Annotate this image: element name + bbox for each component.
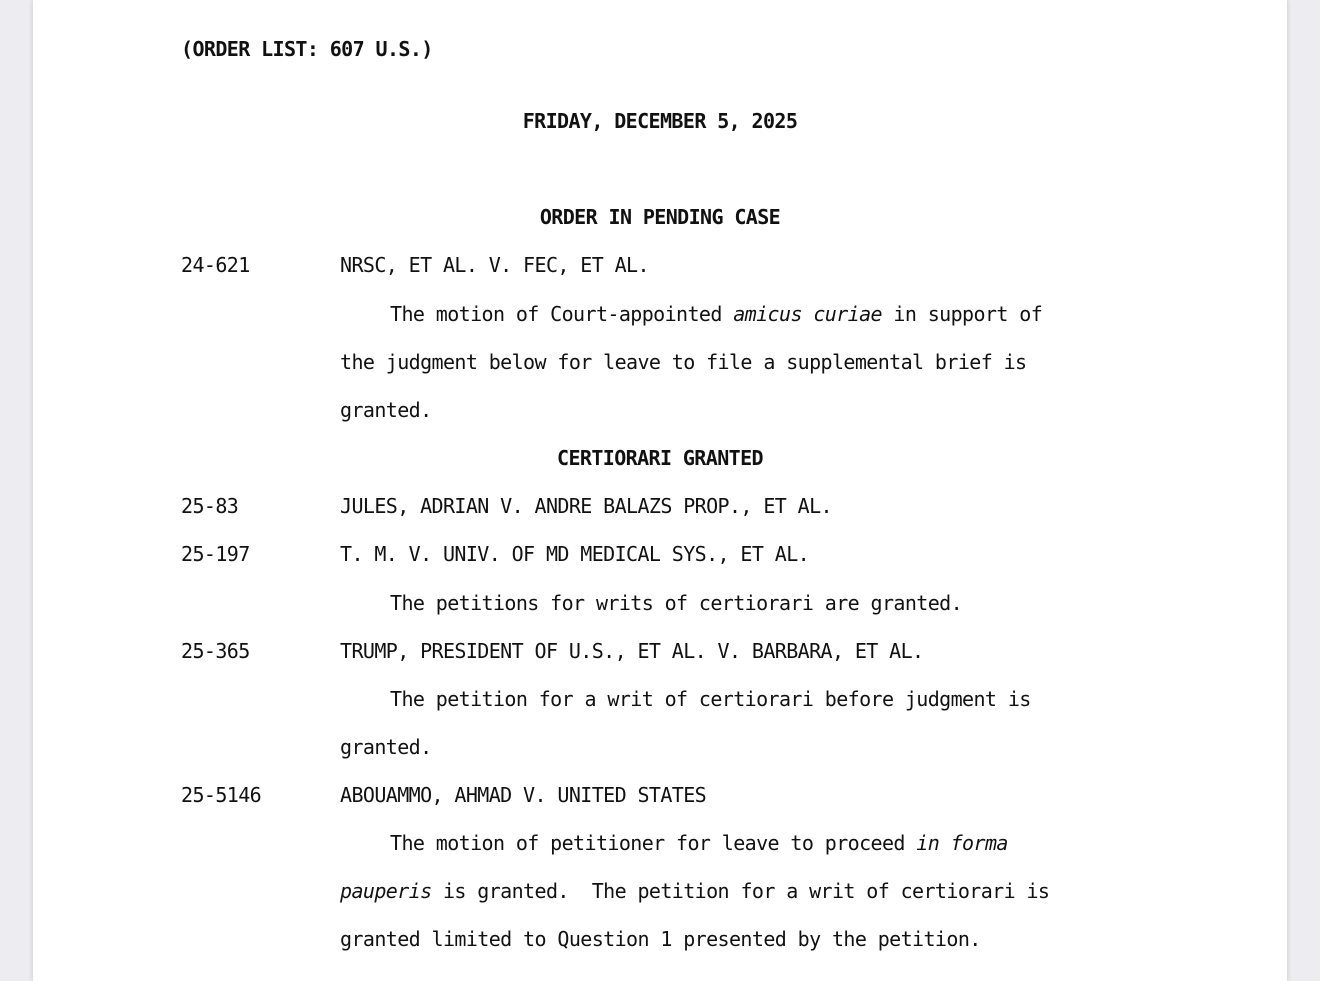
docket-number: 25-5146	[181, 783, 262, 807]
order-text-line	[390, 831, 1008, 855]
text-run: The motion of Court-appointed	[390, 302, 734, 326]
case-caption: JULES, ADRIAN V. ANDRE BALAZS PROP., ET AL.	[340, 494, 832, 518]
order-text-line: granted.	[340, 398, 432, 422]
order-text-line	[390, 302, 1042, 326]
case-caption: TRUMP, PRESIDENT OF U.S., ET AL. V. BARBARA, ET AL.	[340, 639, 924, 663]
order-text-line	[340, 879, 1049, 903]
case-caption: ABOUAMMO, AHMAD V. UNITED STATES	[340, 783, 707, 807]
order-text-line: granted limited to Question 1 presented by the petition.	[340, 927, 981, 951]
order-date: FRIDAY, DECEMBER 5, 2025	[522, 109, 798, 133]
case-caption: T. M. V. UNIV. OF MD MEDICAL SYS., ET AL.	[340, 542, 810, 566]
italic-term: amicus curiae	[733, 302, 882, 326]
italic-term: pauperis	[340, 879, 432, 903]
docket-number: 25-83	[181, 494, 239, 518]
order-text-line: granted.	[340, 735, 432, 759]
docket-number: 25-365	[181, 639, 250, 663]
section-heading-certiorari-granted: CERTIORARI GRANTED	[557, 446, 763, 470]
section-heading-pending: ORDER IN PENDING CASE	[539, 205, 781, 229]
text-run: The motion of petitioner for leave to proceed	[390, 831, 917, 855]
order-text-line: The petitions for writs of certiorari are granted.	[390, 591, 963, 615]
document-page	[33, 0, 1287, 981]
docket-number: 24-621	[181, 253, 250, 277]
italic-term: in forma	[916, 831, 1008, 855]
order-text-line: The petition for a writ of certiorari before judgment is	[390, 687, 1031, 711]
docket-number: 25-197	[181, 542, 250, 566]
text-run: in support of	[881, 302, 1043, 326]
text-run: is granted. The petition for a writ of certiorari is	[431, 879, 1050, 903]
order-text-line: the judgment below for leave to file a supplemental brief is	[340, 350, 1027, 374]
case-caption: NRSC, ET AL. V. FEC, ET AL.	[340, 253, 649, 277]
order-list-label: (ORDER LIST: 607 U.S.)	[181, 37, 433, 61]
